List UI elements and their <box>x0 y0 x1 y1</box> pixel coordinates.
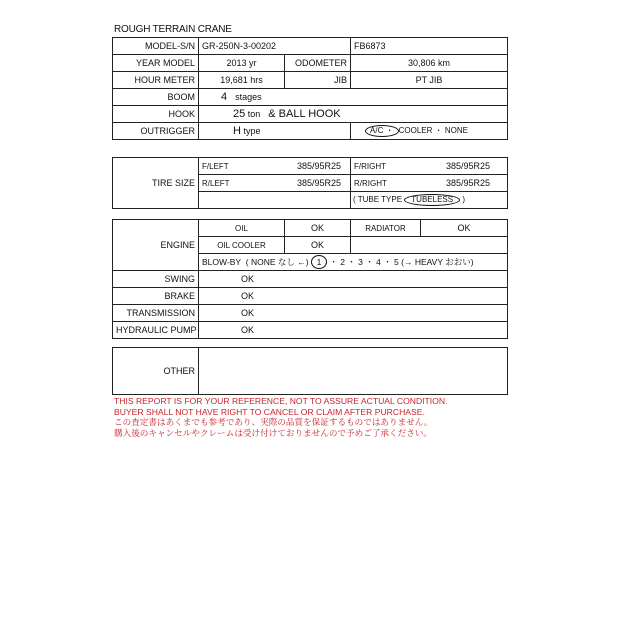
oilcooler-value: OK <box>285 237 351 254</box>
tire-fr-label: F/RIGHT <box>354 162 386 171</box>
blowby-none: ( NONE なし ←) <box>245 257 309 267</box>
engine-label: ENGINE <box>113 220 199 271</box>
tire-fr-value: 385/95R25 <box>445 161 490 171</box>
machine-info-table <box>112 37 508 140</box>
tire-type-selected: TUBELESS <box>411 195 454 204</box>
section-gap <box>113 339 508 348</box>
boom-value: 4 <box>221 91 228 103</box>
year-value: 2013 <box>226 58 247 68</box>
tire-front-row <box>113 158 508 175</box>
year-cell <box>199 55 285 72</box>
tire-type-cell <box>351 192 508 209</box>
other-label: OTHER <box>113 348 199 395</box>
disclaimer-line-4: 購入後のキャンセルやクレームは受け付けておりませんので予めご了承ください。 <box>114 427 432 438</box>
option-cooler: COOLER <box>398 126 433 135</box>
tire-fl-value: 385/95R25 <box>296 161 341 171</box>
hour-row <box>113 72 508 89</box>
swing-row <box>113 271 508 288</box>
model-code: FB6873 <box>351 38 508 55</box>
tubeless-selected-oval <box>404 194 460 206</box>
option-sep-2: ・ <box>434 126 443 135</box>
radiator-label: RADIATOR <box>351 220 421 237</box>
oilcooler-label: OIL COOLER <box>199 237 285 254</box>
tire-table <box>112 157 508 209</box>
transmission-value: OK <box>199 305 508 322</box>
hydraulic-row <box>113 322 508 339</box>
jib-label: JIB <box>285 72 351 89</box>
document-title: ROUGH TERRAIN CRANE <box>114 24 232 35</box>
hour-cell <box>199 72 285 89</box>
blowby-label: BLOW-BY <box>202 257 242 267</box>
tire-rl-label: R/LEFT <box>202 179 230 188</box>
odometer-cell <box>351 55 508 72</box>
model-label: MODEL-S/N <box>113 38 199 55</box>
oil-label: OIL <box>199 220 285 237</box>
outrigger-options <box>351 123 508 140</box>
brake-value: OK <box>199 288 508 305</box>
option-ac: A/C <box>370 126 384 135</box>
year-label: YEAR MODEL <box>113 55 199 72</box>
tire-size-label: TIRE SIZE <box>113 158 199 209</box>
odometer-unit: km <box>438 58 451 68</box>
disclaimer-line-2: BUYER SHALL NOT HAVE RIGHT TO CANCEL OR CLAIM AFTER PURCHASE. <box>114 406 425 417</box>
tire-type-suffix: ) <box>462 195 465 204</box>
hour-unit: hrs <box>250 75 263 85</box>
tire-rr-cell <box>351 175 508 192</box>
transmission-label: TRANSMISSION <box>113 305 199 322</box>
odometer-value: 30,806 <box>407 58 436 68</box>
boom-unit: stages <box>235 92 262 102</box>
tire-fl-cell <box>199 158 351 175</box>
blowby-selected: 1 <box>316 257 322 267</box>
other-value <box>199 348 508 395</box>
model-value: GR-250N-3-00202 <box>199 38 351 55</box>
model-row <box>113 38 508 55</box>
boom-label: BOOM <box>113 89 199 106</box>
hook-extra: & BALL HOOK <box>268 108 341 120</box>
blowby-rest: ・ 2 ・ 3 ・ 4 ・ 5 (→ HEAVY おおい) <box>329 257 474 267</box>
tire-type-empty <box>199 192 351 209</box>
engine-oil-row <box>113 220 508 237</box>
option-none: NONE <box>444 126 468 135</box>
hour-label: HOUR METER <box>113 72 199 89</box>
hook-cell <box>199 106 508 123</box>
tire-fl-label: F/LEFT <box>202 162 229 171</box>
ac-selected-oval <box>365 125 399 137</box>
hook-row <box>113 106 508 123</box>
gap-row <box>113 339 508 348</box>
disclaimer <box>114 396 447 438</box>
boom-cell <box>199 89 508 106</box>
outrigger-unit: type <box>243 126 261 136</box>
hook-label: HOOK <box>113 106 199 123</box>
swing-label: SWING <box>113 271 199 288</box>
radiator-value: OK <box>421 220 508 237</box>
tire-type-prefix: ( TUBE TYPE <box>353 195 403 204</box>
outrigger-row <box>113 123 508 140</box>
disclaimer-line-3: この査定書はあくまでも参考であり、実際の品質を保証するものではありません。 <box>114 417 433 427</box>
blowby-cell <box>199 254 508 271</box>
oil-value: OK <box>285 220 351 237</box>
disclaimer-line-1: THIS REPORT IS FOR YOUR REFERENCE, NOT TO ASSURE ACTUAL CONDITION. <box>114 396 448 406</box>
brake-row <box>113 288 508 305</box>
oilcooler-empty <box>351 237 508 254</box>
tire-rl-value: 385/95R25 <box>296 178 341 188</box>
hydraulic-label: HYDRAULIC PUMP <box>113 322 199 339</box>
blowby-selected-oval <box>311 255 327 269</box>
brake-label: BRAKE <box>113 288 199 305</box>
tire-rl-cell <box>199 175 351 192</box>
swing-value: OK <box>199 271 508 288</box>
odometer-label: ODOMETER <box>285 55 351 72</box>
hook-unit: ton <box>247 109 261 119</box>
transmission-row <box>113 305 508 322</box>
hydraulic-value: OK <box>199 322 508 339</box>
outrigger-label: OUTRIGGER <box>113 123 199 140</box>
tire-fr-cell <box>351 158 508 175</box>
year-row <box>113 55 508 72</box>
jib-value: PT JIB <box>351 72 508 89</box>
year-unit: yr <box>249 58 257 68</box>
outrigger-cell <box>199 123 351 140</box>
other-row <box>113 348 508 395</box>
outrigger-value: H <box>233 125 241 137</box>
tire-rr-value: 385/95R25 <box>445 178 490 188</box>
hour-value: 19,681 <box>220 75 248 85</box>
tire-rr-label: R/RIGHT <box>354 179 387 188</box>
engine-table <box>112 219 508 395</box>
boom-row <box>113 89 508 106</box>
option-sep-1: ・ <box>385 126 394 135</box>
hook-value: 25 <box>233 108 246 120</box>
